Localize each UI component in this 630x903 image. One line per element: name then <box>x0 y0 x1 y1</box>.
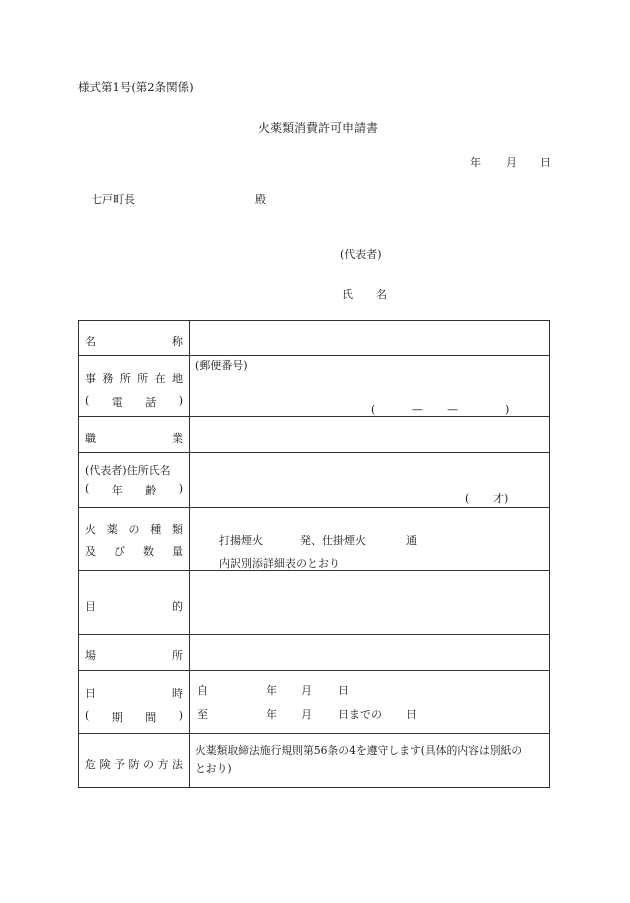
label-char: 種 <box>150 523 162 536</box>
label-char: ) <box>178 709 183 722</box>
label-char: 話 <box>145 396 157 409</box>
row-explosive-kind <box>79 507 549 571</box>
label-char: 務 <box>102 372 114 385</box>
label-char: 類 <box>172 523 183 536</box>
to-month: 月 <box>301 708 312 721</box>
row-office-label-1 <box>85 370 183 386</box>
duration-days: 日 <box>406 708 417 721</box>
row-purpose <box>79 570 549 635</box>
label-char: ) <box>178 482 183 495</box>
row-purpose-label <box>85 598 183 614</box>
label-char: 称 <box>172 335 183 348</box>
label-char: ( <box>85 482 90 495</box>
row-explosive-kind-label-2 <box>85 543 183 559</box>
label-char: ( <box>85 709 90 722</box>
label-char: 齢 <box>145 484 157 497</box>
label-char: 場 <box>85 649 96 662</box>
addressee: 七戸町長 <box>91 193 135 206</box>
label-char: 期 <box>111 711 123 724</box>
row-explosive-kind-label-1 <box>85 521 183 537</box>
from-year: 年 <box>266 684 277 697</box>
label-char: 的 <box>172 600 183 613</box>
from-month: 月 <box>301 684 312 697</box>
label-char: 法 <box>172 758 183 771</box>
row-datetime-label-1 <box>85 685 183 701</box>
to-label: 至 <box>197 708 208 721</box>
label-char: 及 <box>85 545 96 558</box>
phone-dash-1: — <box>412 403 423 416</box>
label-char: 職 <box>85 432 96 445</box>
row-datetime <box>79 670 549 734</box>
label-char: 地 <box>171 372 183 385</box>
label-char: 薬 <box>106 523 118 536</box>
age-suffix: 才) <box>493 492 509 505</box>
row-representative-label-1: (代表者)住所氏名 <box>85 464 171 477</box>
row-place <box>79 634 549 671</box>
form-number: 様式第1号(第2条関係) <box>78 80 194 94</box>
label-char: 数 <box>143 545 154 558</box>
row-office <box>79 355 549 417</box>
label-char: 険 <box>99 758 111 771</box>
label-char: 所 <box>137 372 149 385</box>
label-char: 在 <box>154 372 166 385</box>
aerial-fireworks-label: 打揚煙火 <box>219 534 263 547</box>
row-representative-label-2 <box>85 482 183 498</box>
label-char: 目 <box>85 600 96 613</box>
label-char: 予 <box>114 758 125 771</box>
phone-open-paren: ( <box>371 403 376 416</box>
applicant-name-label-2: 名 <box>376 288 387 301</box>
row-datetime-label-2 <box>85 709 183 725</box>
set-piece-fireworks-label: 発、仕掛煙火 <box>300 534 366 547</box>
date-day: 日 <box>540 156 551 169</box>
label-char: 方 <box>157 758 169 771</box>
from-day: 日 <box>338 684 349 697</box>
to-day-until: 日までの <box>338 708 382 721</box>
details-attached-note: 内訳別添詳細表のとおり <box>219 557 340 570</box>
label-char: 年 <box>111 484 123 497</box>
applicant-name-label-1: 氏 <box>342 288 353 301</box>
safety-method-text-line-1: 火薬類取締法施行規則第56条の4を遵守します(具体的内容は別紙の <box>195 744 523 757</box>
label-char: 危 <box>85 758 96 771</box>
label-char: 所 <box>172 649 183 662</box>
from-label: 自 <box>197 684 208 697</box>
label-char: 時 <box>172 687 183 700</box>
date-year: 年 <box>470 156 481 169</box>
label-char: 業 <box>172 432 183 445</box>
row-name <box>79 321 549 355</box>
label-char: 日 <box>85 687 96 700</box>
label-char: ( <box>85 394 90 407</box>
date-month: 月 <box>506 156 517 169</box>
phone-close-paren: ) <box>505 403 510 416</box>
label-char: 量 <box>172 545 183 558</box>
age-open-paren: ( <box>465 492 470 505</box>
row-representative <box>79 452 549 508</box>
label-char: の <box>143 758 154 771</box>
row-place-label <box>85 647 183 663</box>
label-char: び <box>114 545 125 558</box>
safety-method-text-line-2: とおり) <box>195 762 232 775</box>
honorific: 殿 <box>255 193 266 206</box>
label-char: 事 <box>85 372 96 385</box>
row-name-label <box>85 333 183 349</box>
row-office-label-2 <box>85 394 183 410</box>
row-safety-method <box>79 733 549 790</box>
label-char: 防 <box>128 758 140 771</box>
label-char: 電 <box>111 396 123 409</box>
label-char: の <box>128 523 140 536</box>
label-char: 名 <box>85 335 96 348</box>
set-piece-unit-label: 通 <box>406 534 417 547</box>
label-char: 間 <box>145 711 157 724</box>
representative-label: (代表者) <box>340 248 382 261</box>
to-year: 年 <box>266 708 277 721</box>
row-occupation <box>79 416 549 453</box>
label-char: 火 <box>85 523 96 536</box>
postal-code-label: (郵便番号) <box>195 359 248 372</box>
label-char: 所 <box>119 372 131 385</box>
document-title: 火薬類消費許可申請書 <box>258 121 379 135</box>
phone-dash-2: — <box>447 403 458 416</box>
row-occupation-label <box>85 430 183 446</box>
row-safety-method-label <box>85 756 183 772</box>
application-form-table <box>78 320 550 788</box>
label-char: ) <box>178 394 183 407</box>
